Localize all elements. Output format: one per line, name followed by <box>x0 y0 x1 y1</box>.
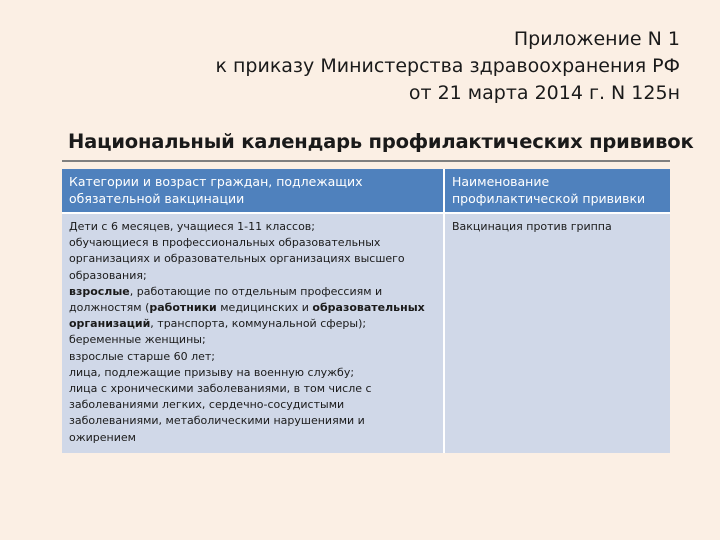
category-line: заболеваниями, метаболическими нарушениями и <box>69 414 365 428</box>
plain-text: , работающие по отдельным профессиям и <box>129 284 383 298</box>
category-line: образования; <box>69 268 147 282</box>
category-line: лица, подлежащие призыву на военную службу; <box>69 365 355 379</box>
table-row <box>62 213 670 453</box>
cell-vaccination: Вакцинация против гриппа <box>444 213 670 453</box>
category-line: обучающиеся в профессиональных образовательных <box>69 236 381 250</box>
category-line: заболеваниями легких, сердечно-сосудистыми <box>69 398 345 412</box>
bold-text: организаций <box>69 317 151 331</box>
order-header <box>215 26 680 107</box>
column-header-categories: Категории и возраст граждан, подлежащих обязательной вакцинации <box>62 169 444 213</box>
column-header-vaccination: Наименование профилактической прививки <box>444 169 670 213</box>
plain-text: , транспорта, коммунальной сферы); <box>150 317 367 331</box>
header-line-3: от 21 марта 2014 г. N 125н <box>408 82 680 104</box>
bold-text: работники <box>149 301 217 315</box>
category-line <box>69 300 436 316</box>
category-line: Дети с 6 месяцев, учащиеся 1-11 классов; <box>69 220 315 233</box>
title-divider <box>62 160 670 162</box>
header-line-2: к приказу Министерства здравоохранения РФ <box>215 55 680 77</box>
header-line-1: Приложение N 1 <box>513 28 680 50</box>
category-line <box>69 284 436 300</box>
page-title: Национальный календарь профилактических прививок <box>68 130 694 153</box>
category-line: лица с хроническими заболеваниями, в том числе с <box>69 382 372 396</box>
cell-categories <box>62 213 444 453</box>
plain-text: должностям ( <box>69 301 150 315</box>
plain-text: медицинских и <box>216 301 313 315</box>
category-line: ожирением <box>69 430 136 444</box>
bold-text: взрослые <box>69 284 130 298</box>
bold-text: образовательных <box>312 301 425 315</box>
category-line <box>69 316 436 332</box>
category-line: взрослые старше 60 лет; <box>69 349 215 363</box>
category-line: организациях и образовательных организациях высшего <box>69 252 405 266</box>
vaccination-table <box>62 169 670 453</box>
category-line: беременные женщины; <box>69 333 206 347</box>
table-header-row <box>62 169 670 213</box>
